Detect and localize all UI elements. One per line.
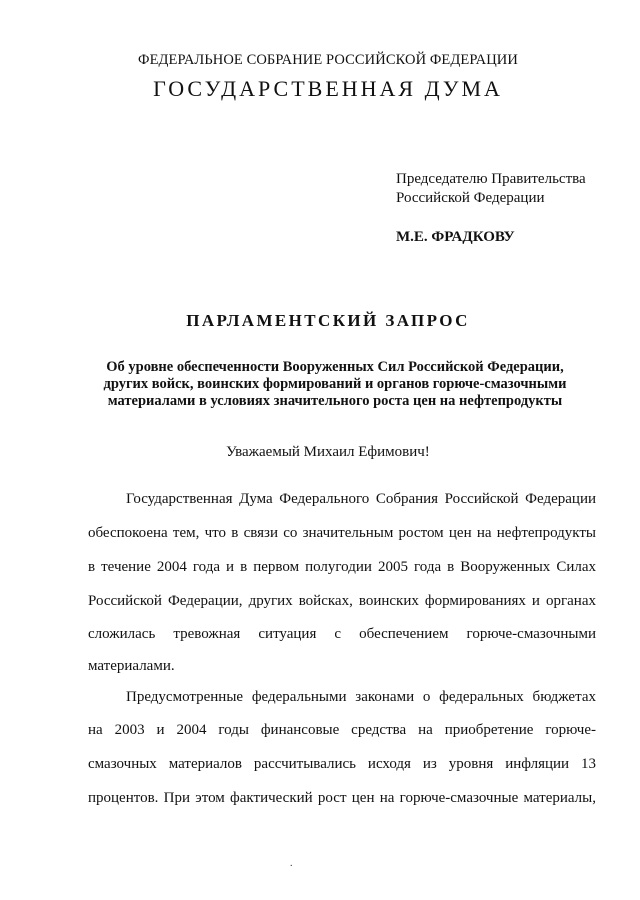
addressee-position-line2: Российской Федерации — [396, 190, 545, 206]
organization-header: ФЕДЕРАЛЬНОЕ СОБРАНИЕ РОССИЙСКОЙ ФЕДЕРАЦИИ — [138, 52, 518, 68]
subject-line: других войск, воинских формирований и органов горюче-смазочными — [103, 376, 567, 392]
document-title: ПАРЛАМЕНТСКИЙ ЗАПРОС — [186, 311, 470, 330]
paragraph-line: Государственная Дума Федерального Собрания Российской Федерации — [126, 491, 596, 507]
paragraph-line: на 2003 и 2004 годы финансовые средства на приобретение горюче- — [88, 722, 596, 738]
paragraph-line: процентов. При этом фактический рост цен на горюче-смазочные материалы, — [88, 790, 596, 806]
paragraph-line: сложилась тревожная ситуация с обеспечением горюче-смазочными — [88, 626, 596, 642]
salutation: Уважаемый Михаил Ефимович! — [226, 444, 430, 460]
paragraph-line: смазочных материалов рассчитывались исходя из уровня инфляции 13 — [88, 756, 596, 772]
document-subject — [80, 359, 590, 410]
paragraph-line: материалами. — [88, 658, 175, 674]
addressee-name: М.Е. ФРАДКОВУ — [396, 229, 515, 245]
chamber-header: ГОСУДАРСТВЕННАЯ ДУМА — [153, 76, 503, 101]
subject-line: Об уровне обеспеченности Вооруженных Сил Российской Федерации, — [106, 359, 564, 375]
subject-line: материалами в условиях значительного роста цен на нефтепродукты — [107, 393, 563, 409]
addressee-block — [396, 170, 586, 247]
footer-mark: . — [290, 858, 293, 869]
addressee-position-line1: Председателю Правительства — [396, 171, 586, 187]
paragraph-line: в течение 2004 года и в первом полугодии 2005 года в Вооруженных Силах — [88, 559, 596, 575]
paragraph-line: Предусмотренные федеральными законами о федеральных бюджетах — [126, 689, 596, 705]
paragraph-line: обеспокоена тем, что в связи со значительным ростом цен на нефтепродукты — [88, 525, 596, 541]
paragraph-line: Российской Федерации, других войсках, воинских формированиях и органах — [88, 593, 596, 609]
